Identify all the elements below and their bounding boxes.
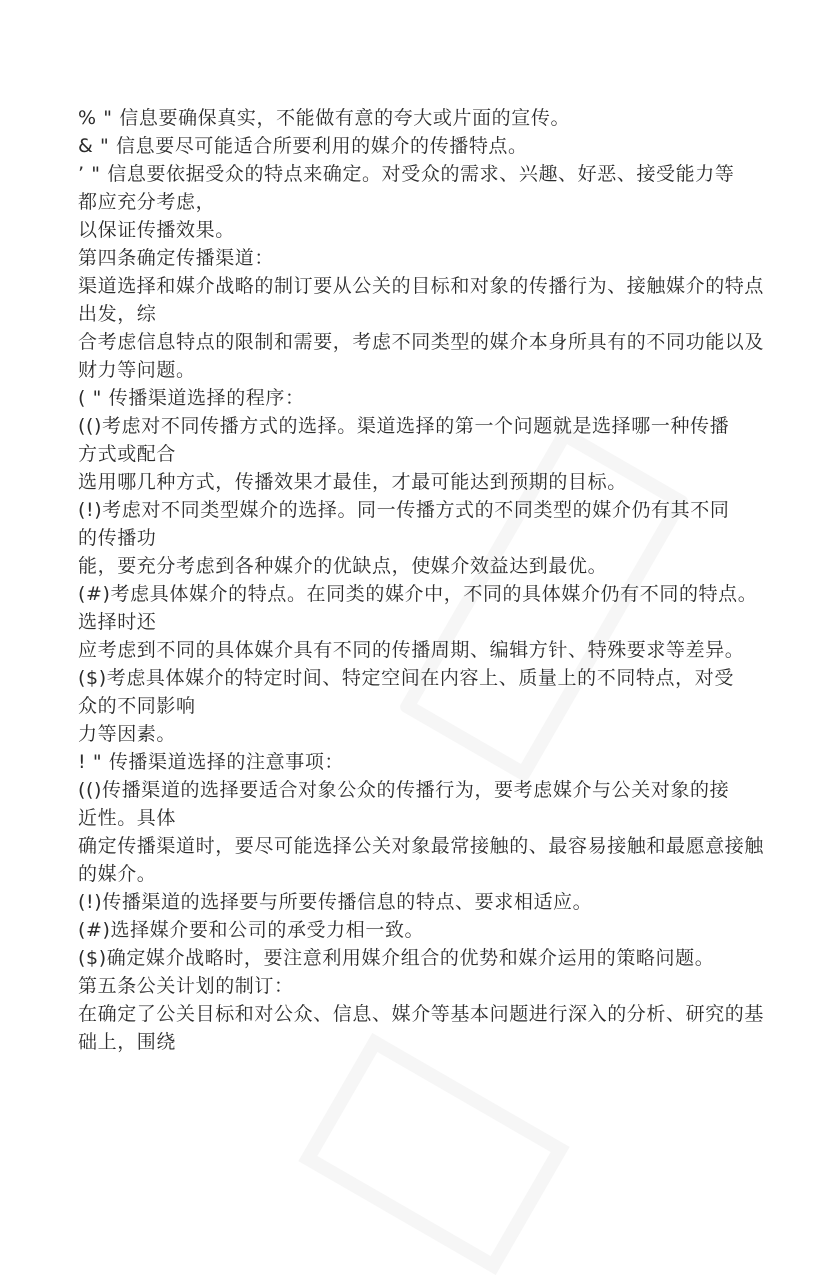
text-line: ( " 传播渠道选择的程序： (78, 387, 305, 409)
text-line: 选用哪几种方式，传播效果才最佳，才最可能达到预期的目标。 (78, 471, 627, 493)
text-line: 都应充分考虑， (78, 191, 216, 213)
text-line: 的传播功 (78, 527, 157, 549)
text-line: 能，要充分考虑到各种媒介的优缺点，使媒介效益达到最优。 (78, 555, 608, 577)
text-line: 的媒介。 (78, 863, 157, 885)
text-line: 合考虑信息特点的限制和需要，考虑不同类型的媒介本身所具有的不同功能以及 (78, 331, 765, 353)
text-line: 在确定了公关目标和对公众、信息、媒介等基本问题进行深入的分析、研究的基 (78, 1003, 765, 1025)
text-line: ! " 传播渠道选择的注意事项： (78, 751, 345, 773)
text-line: ($)确定媒介战略时，要注意利用媒介组合的优势和媒介运用的策略问题。 (78, 947, 715, 969)
text-line: 近性。具体 (78, 807, 177, 829)
text-line: 础上，围绕 (78, 1031, 177, 1053)
text-line: 选择时还 (78, 611, 157, 633)
text-line: (#)选择媒介要和公司的承受力相一致。 (78, 919, 425, 941)
text-line: % " 信息要确保真实，不能做有意的夸大或片面的宣传。 (78, 107, 571, 129)
text-line: (#)考虑具体媒介的特点。在同类的媒介中，不同的具体媒介仍有不同的特点。 (78, 583, 758, 605)
text-line: & " 信息要尽可能适合所要利用的媒介的传播特点。 (78, 135, 528, 157)
text-line: 出发，综 (78, 303, 157, 325)
text-line: ’ " 信息要依据受众的特点来确定。对受众的需求、兴趣、好恶、接受能力等 (78, 163, 735, 185)
text-line: 众的不同影响 (78, 695, 196, 717)
text-line: 确定传播渠道时，要尽可能选择公关对象最常接触的、最容易接触和最愿意接触 (78, 835, 765, 857)
text-line: 第五条公关计划的制订： (78, 975, 294, 997)
document-body (78, 104, 778, 1056)
text-line: 财力等问题。 (78, 359, 196, 381)
text-line: 方式或配合 (78, 443, 177, 465)
text-line: (!)考虑对不同类型媒介的选择。同一传播方式的不同类型的媒介仍有其不同 (78, 499, 730, 521)
text-line: 第四条确定传播渠道： (78, 247, 275, 269)
text-line: 应考虑到不同的具体媒介具有不同的传播周期、编辑方针、特殊要求等差异。 (78, 639, 745, 661)
text-line: 力等因素。 (78, 723, 177, 745)
text-line: ($)考虑具体媒介的特定时间、特定空间在内容上、质量上的不同特点，对受 (78, 667, 734, 689)
text-line: 以保证传播效果。 (78, 219, 235, 241)
text-line: (()考虑对不同传播方式的选择。渠道选择的第一个问题就是选择哪一种传播 (78, 415, 730, 437)
text-line: (()传播渠道的选择要适合对象公众的传播行为，要考虑媒介与公关对象的接 (78, 779, 730, 801)
text-line: (!)传播渠道的选择要与所要传播信息的特点、要求相适应。 (78, 891, 593, 913)
watermark (298, 1033, 569, 1275)
text-line: 渠道选择和媒介战略的制订要从公关的目标和对象的传播行为、接触媒介的特点 (78, 275, 765, 297)
